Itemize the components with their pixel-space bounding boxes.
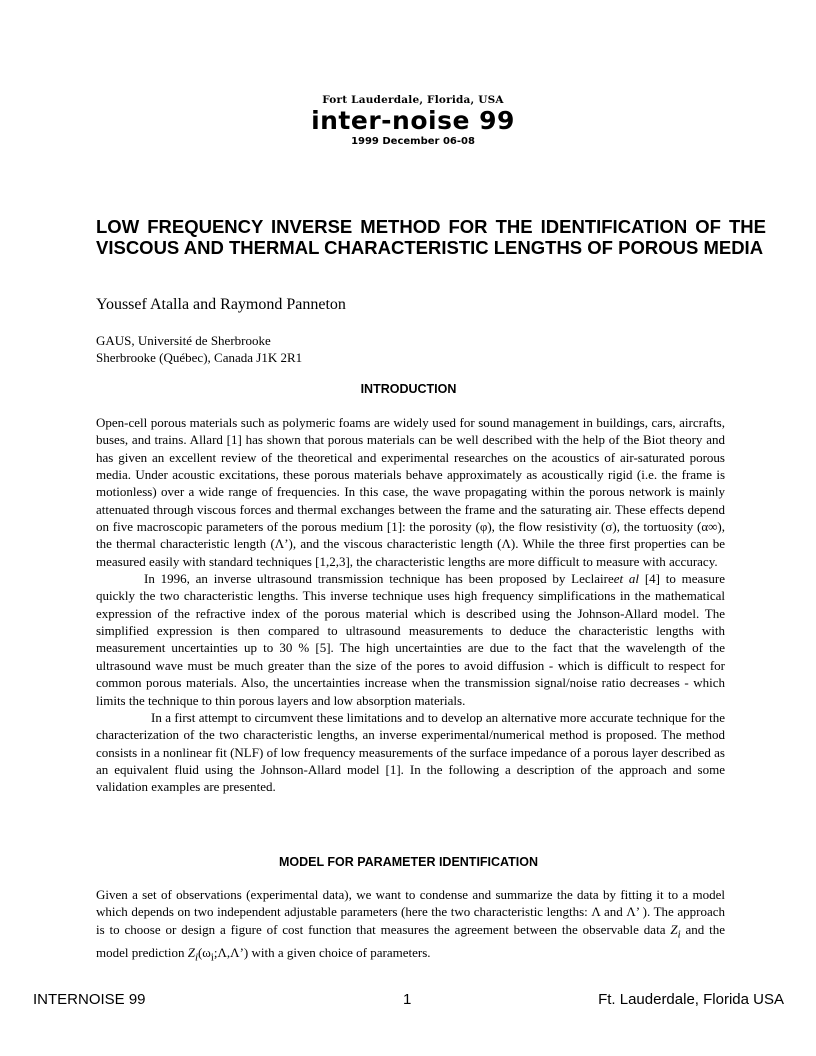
paper-authors: Youssef Atalla and Raymond Panneton <box>96 296 346 313</box>
model-z: Z <box>187 944 195 960</box>
introduction-body <box>96 414 725 796</box>
intro-p2-et-al: et al <box>613 571 640 587</box>
logo-location: Fort Lauderdale, Florida, USA <box>322 94 504 106</box>
introduction-heading: INTRODUCTION <box>360 382 457 396</box>
observed-z-subscript: i <box>677 928 681 941</box>
intro-paragraph-1: Open-cell porous materials such as polymeric foams are widely used for sound management in buildings, cars, aircrafts, buses, and trains. Allard [1] has shown that porous materials can be well described with the help of the Biot theory and has given an excellent review of the theoretical and experimental researches on the acoustics of air-saturated porous media. Under acoustic excitations, these porous materials behave approximately as acoustically rigid (i.e. the frame is motionless) over a wide range of frequencies. In this case, the wave propagating within the porous network is mainly attenuated through viscous forces and thermal exchanges between the frame and the saturating air. These effects depend on five macroscopic parameters of the porous medium [1]: the porosity (φ), the flow resistivity (σ), the tortuosity (α∞), the thermal characteristic length (Λ’), and the viscous characteristic length (Λ). While the three first properties can be measured easily with standard techniques [1,2,3], the characteristic lengths are more difficult to measure with accuracy. <box>96 415 725 569</box>
logo-date: 1999 December 06-08 <box>351 136 475 147</box>
model-paragraph-1 <box>96 886 725 967</box>
intro-paragraph-3: In a first attempt to circumvent these limitations and to develop an alternative more accurate technique for the characterization of the two characteristic lengths, an inverse experimental/numerical method is proposed. The method consists in a nonlinear fit (NLF) of low frequency measurements of the surface impedance of a porous layer described as an equivalent fluid using the Johnson-Allard model [1]. In the following a description of the approach and some validation examples are presented. <box>96 709 725 795</box>
model-args-open: (ω <box>197 944 211 960</box>
model-p1-text-a: Given a set of observations (experimental data), we want to condense and summarize the data by fitting it to a model which depends on two independent adjustable parameters (here the two characteristic lengths: Λ and Λ’ ). The approach is to choose or design a figure of cost function that measures the agreement between the observable data <box>96 887 725 937</box>
model-args-close: ;Λ,Λ’) with a given choice of parameters. <box>213 944 431 960</box>
model-z-subscript: i <box>194 951 198 964</box>
model-heading: MODEL FOR PARAMETER IDENTIFICATION <box>278 855 539 869</box>
intro-paragraph-2 <box>96 570 725 709</box>
affiliation-line-1: GAUS, Université de Sherbrooke <box>96 333 271 348</box>
page-number: 1 <box>403 991 412 1008</box>
model-args-subscript: i <box>210 951 214 964</box>
observed-z: Z <box>670 921 678 937</box>
model-p1-text-b: and the model prediction <box>96 921 725 960</box>
model-body <box>96 886 725 967</box>
intro-p2-text-a: In 1996, an inverse ultrasound transmission technique has been proposed by Leclaire <box>144 571 614 587</box>
paper-title: LOW FREQUENCY INVERSE METHOD FOR THE IDENTIFICATION OF THE VISCOUS AND THERMAL CHARACTERISTIC LENGTHS OF POROUS MEDIA <box>96 216 766 258</box>
affiliation <box>96 332 302 366</box>
footer-left: INTERNOISE 99 <box>33 991 146 1008</box>
affiliation-line-2: Sherbrooke (Québec), Canada J1K 2R1 <box>96 350 303 365</box>
intro-p2-text-b: [4] to measure quickly the two characteristic lengths. This inverse technique uses high frequency simplifications in the mathematical expression of the refractive index of the porous material which is described using the Johnson-Allard model. The simplified expression is then compared to ultrasound measurements to deduce the characteristic lengths with measurement uncertainties up to 30 % [5]. The high uncertainties are due to the fact that the wavelength of the ultrasound wave must be much greater than the size of the pores to avoid diffusion - which is difficult to respect for common porous materials. Also, the uncertainties increase when the transmission signal/noise ratio decreases - which limits the technique to thin porous layers and low absorption materials. <box>96 571 725 708</box>
logo-name: inter-noise 99 <box>311 106 515 135</box>
footer-right: Ft. Lauderdale, Florida USA <box>598 991 784 1008</box>
conference-logo <box>310 94 516 148</box>
